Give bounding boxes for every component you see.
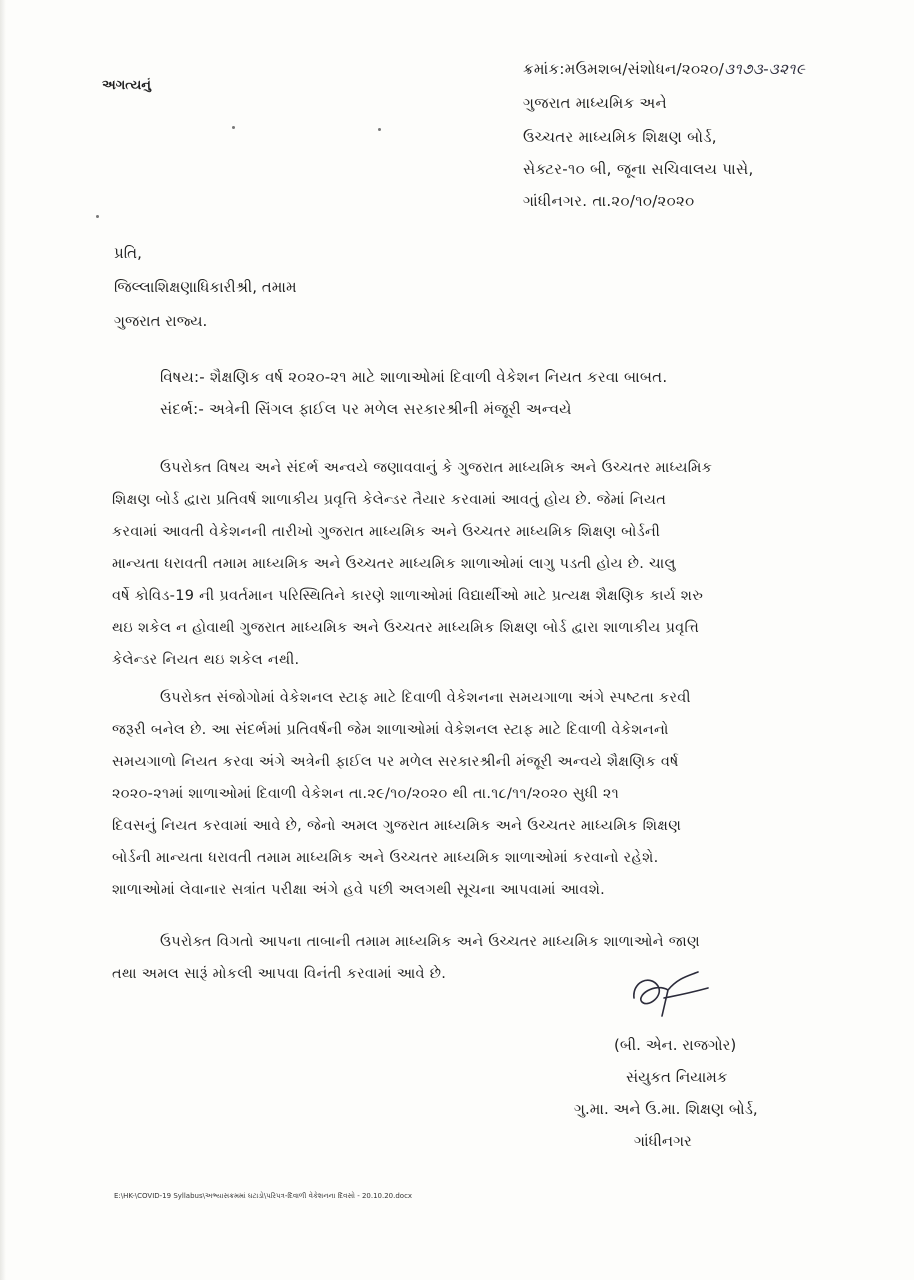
recipient-line-1: જિલ્લાશિક્ષણાધિકારીશ્રી, તમામ	[114, 278, 297, 296]
paragraph-1-line: કેલેન્ડર નિયત થઇ શકેલ નથી.	[112, 652, 300, 668]
reference-handwritten: ૩૧૭૩-૩૨૧૯	[724, 60, 806, 78]
paragraph-2-line: જરૂરી બનેલ છે. આ સંદર્ભમાં પ્રતિવર્ષની જેમ શાળાઓમાં વેકેશનલ સ્ટાફ માટે દિવાળી વેકેશનનો	[112, 722, 669, 738]
reference-number	[523, 60, 805, 78]
recipient-salutation: પ્રતિ,	[114, 244, 142, 262]
scan-edge	[0, 0, 6, 1280]
paragraph-2-line: દિવસનું નિયત કરવામાં આવે છે, જેનો અમલ ગુજરાત માધ્યમિક અને ઉચ્ચતર માધ્યમિક શિક્ષણ	[112, 818, 682, 834]
scan-speck	[378, 128, 381, 131]
header-line-3: સેક્ટર-૧૦ બી, જૂના સચિવાલય પાસે,	[523, 160, 754, 178]
paragraph-1-line: ઉપરોક્ત વિષય અને સંદર્ભ અન્વયે જણાવવાનું કે ગુજરાત માધ્યમિક અને ઉચ્ચતર માધ્યમિક	[160, 460, 713, 476]
header-date: ગાંધીનગર. તા.૨૦/૧૦/૨૦૨૦	[523, 192, 695, 210]
signature-mark	[628, 968, 718, 1024]
subject-line: વિષય:- શૈક્ષણિક વર્ષ ૨૦૨૦-૨૧ માટે શાળાઓમાં દિવાળી વેકેશન નિયત કરવા બાબત.	[160, 368, 668, 386]
paragraph-1-line: થઇ શકેલ ન હોવાથી ગુજરાત માધ્યમિક અને ઉચ્ચતર માધ્યમિક શિક્ષણ બોર્ડ દ્વારા શાળાકીય પ્રવૃત્તિ	[112, 620, 700, 636]
signatory-organization: ગુ.મા. અને ઉ.મા. શિક્ષણ બોર્ડ,	[574, 1100, 758, 1118]
scan-speck	[232, 126, 235, 129]
paragraph-2-line: બોર્ડની માન્યતા ધરાવતી તમામ માધ્યમિક અને ઉચ્ચતર માધ્યમિક શાળાઓમાં કરવાનો રહેશે.	[112, 850, 659, 866]
signatory-name: (બી. એન. રાજગોર)	[614, 1036, 737, 1054]
paragraph-2-line: ૨૦૨૦-૨૧માં શાળાઓમાં દિવાળી વેકેશન તા.૨૯/૧૦/૨૦૨૦ થી તા.૧૮/૧૧/૨૦૨૦ સુધી ૨૧	[112, 786, 620, 802]
paragraph-1-line: માન્યતા ધરાવતી તમામ માધ્યમિક અને ઉચ્ચતર માધ્યમિક શાળાઓમાં લાગુ પડતી હોય છે. ચાલુ	[112, 556, 676, 572]
paragraph-1-line: વર્ષે કોવિડ-19 ની પ્રવર્તમાન પરિસ્થિતિને કારણે શાળાઓમાં વિદ્યાર્થીઓ માટે પ્રત્યક્ષ શૈક્ષણિક કાર્ય શરુ	[112, 588, 704, 604]
reference-line: સંદર્ભ:- અત્રેની સિંગલ ફાઈલ પર મળેલ સરકારશ્રીની મંજૂરી અન્વયે	[160, 400, 572, 418]
urgent-label: અગત્યનું	[102, 78, 151, 93]
reference-prefix: ક્રમાંક:મઉમશબ/સંશોધન/૨૦૨૦/	[523, 60, 725, 78]
scan-speck	[96, 215, 99, 218]
header-line-2: ઉચ્ચતર માધ્યમિક શિક્ષણ બોર્ડ,	[523, 128, 717, 146]
paragraph-2-line: ઉપરોક્ત સંજોગોમાં વેકેશનલ સ્ટાફ માટે દિવાળી વેકેશનના સમયગાળા અંગે સ્પષ્ટતા કરવી	[160, 690, 691, 706]
signatory-city: ગાંધીનગર	[634, 1132, 692, 1150]
paragraph-1-line: કરવામાં આવતી વેકેશનની તારીખો ગુજરાત માધ્યમિક અને ઉચ્ચતર માધ્યમિક શિક્ષણ બોર્ડની	[112, 524, 661, 540]
paragraph-1-line: શિક્ષણ બોર્ડ દ્વારા પ્રતિવર્ષ શાળાકીય પ્રવૃત્તિ કેલેન્ડર તૈયાર કરવામાં આવતું હોય છે. જેમાં નિયત	[112, 492, 667, 508]
footer-file-path: E:\HK-\COVID-19 Syllabus\અભ્યાસક્રમમાં ઘટાડો\પરિપત્ર-દિવાળી વેકેશનના દિવસો - 20.10.20.docx	[114, 1192, 413, 1200]
signatory-title: સંયુકત નિયામક	[626, 1068, 728, 1086]
paragraph-3-line: ઉપરોક્ત વિગતો આપના તાબાની તમામ માધ્યમિક અને ઉચ્ચતર માધ્યમિક શાળાઓને જાણ	[160, 934, 700, 950]
paragraph-2-line: સમયગાળો નિયત કરવા અંગે અત્રેની ફાઈલ પર મળેલ સરકારશ્રીની મંજૂરી અન્વયે શૈક્ષણિક વર્ષ	[112, 754, 679, 770]
header-line-1: ગુજરાત માધ્યમિક અને	[523, 94, 668, 112]
paragraph-3-line: તથા અમલ સારૂં મોકલી આપવા વિનંતી કરવામાં આવે છે.	[112, 966, 447, 982]
paragraph-2-line: શાળાઓમાં લેવાનાર સત્રાંત પરીક્ષા અંગે હવે પછી અલગથી સૂચના આપવામાં આવશે.	[112, 882, 606, 898]
recipient-line-2: ગુજરાત રાજ્ય.	[114, 312, 208, 330]
